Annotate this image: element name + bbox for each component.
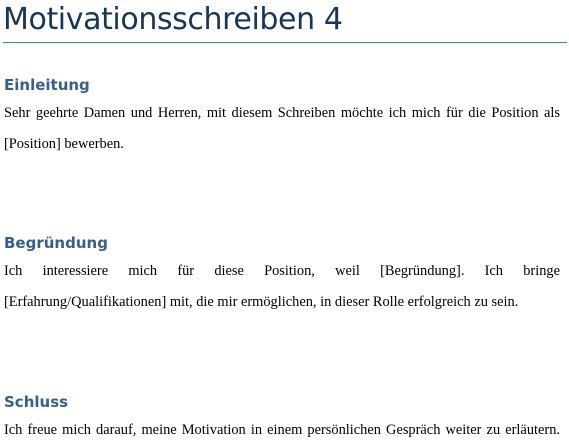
section-text-begruendung: Ich interessiere mich für diese Position, weil [Begründung]. Ich bringe [Erfahrung/Qualifikationen] mit, die mir ermöglichen, in dieser Rolle erfolgreich zu sein. xyxy=(4,263,560,310)
section-text-schluss: Ich freue mich darauf, meine Motivation in einem persönlichen Gespräch weiter zu erläutern. xyxy=(4,422,560,438)
section-heading-schluss: Schluss xyxy=(4,393,69,411)
section-text-einleitung: Sehr geehrte Damen und Herren, mit diesem Schreiben möchte ich mich für die Position als [Position] bewerben. xyxy=(4,105,560,152)
section-heading-begruendung: Begründung xyxy=(4,234,108,252)
document-title: Motivationsschreiben 4 xyxy=(3,2,343,37)
section-heading-einleitung: Einleitung xyxy=(4,76,90,94)
title-underline-rule xyxy=(3,42,567,43)
